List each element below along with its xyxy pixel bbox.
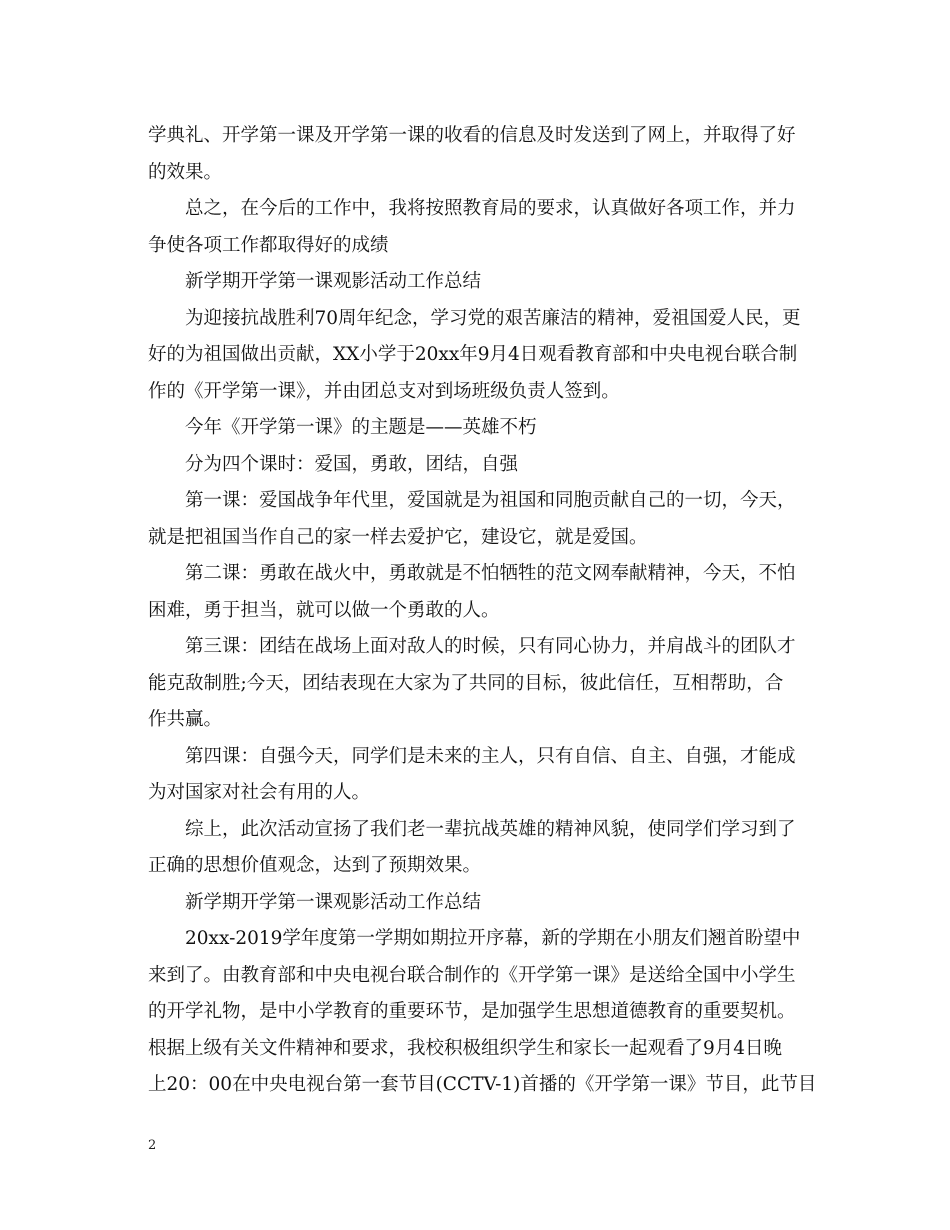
text-line: 新学期开学第一课观影活动工作总结 [185, 891, 482, 913]
text-line: 来到了。由教育部和中央电视台联合制作的《开学第一课》是送给全国中小学生 [148, 964, 796, 986]
text-line: 作共赢。 [148, 709, 223, 730]
text-line: 争使各项工作都取得好的成绩 [148, 234, 389, 256]
text-line: 20xx-2019学年度第一学期如期拉开序幕，新的学期在小朋友们翘首盼望中 [185, 928, 801, 949]
text-line: 作的《开学第一课》，并由团总支对到场班级负责人签到。 [148, 380, 620, 402]
text-line: 今年《开学第一课》的主题是——英雄不朽 [185, 417, 537, 438]
text-line: 正确的思想价值观念，达到了预期效果。 [148, 855, 482, 876]
text-line: 综上，此次活动宣扬了我们老一辈抗战英雄的精神风貌，使同学们学习到了 [185, 818, 796, 840]
text-line: 新学期开学第一课观影活动工作总结 [185, 271, 482, 292]
text-line: 为对国家对社会有用的人。 [148, 782, 371, 803]
text-line: 学典礼、开学第一课及开学第一课的收看的信息及时发送到了网上，并取得了好 [148, 125, 796, 146]
text-line: 的效果。 [148, 161, 223, 183]
text-line: 好的为祖国做出贡献，XX小学于20xx年9月4日观看教育部和中央电视台联合制 [148, 344, 798, 365]
page-number: 2 [148, 1138, 157, 1153]
text-line: 就是把祖国当作自己的家一样去爱护它，建设它，就是爱国。 [148, 526, 648, 548]
text-line: 分为四个课时：爱国，勇敢，团结，自强 [185, 453, 519, 475]
text-line: 的开学礼物，是中小学教育的重要环节，是加强学生思想道德教育的重要契机。 [148, 1001, 796, 1022]
text-line: 第四课：自强今天，同学们是未来的主人，只有自信、自主、自强，才能成 [185, 745, 796, 767]
text-line: 为迎接抗战胜利70周年纪念，学习党的艰苦廉洁的精神，爱祖国爱人民，更 [185, 307, 801, 329]
text-line: 上20：00在中央电视台第一套节目(CCTV-1)首播的《开学第一课》节目，此节目 [148, 1074, 817, 1095]
text-line: 总之，在今后的工作中，我将按照教育局的要求，认真做好各项工作，并力 [185, 198, 796, 219]
text-line: 根据上级有关文件精神和要求，我校积极组织学生和家长一起观看了9月4日晚 [148, 1037, 783, 1059]
text-line: 困难，勇于担当，就可以做一个勇敢的人。 [148, 599, 500, 621]
text-line: 第二课：勇敢在战火中，勇敢就是不怕牺牲的范文网奉献精神，今天，不怕 [185, 563, 796, 584]
text-line: 第三课：团结在战场上面对敌人的时候，只有同心协力，并肩战斗的团队才 [185, 636, 796, 657]
text-line: 能克敌制胜;今天，团结表现在大家为了共同的目标，彼此信任，互相帮助，合 [148, 672, 784, 694]
text-line: 第一课：爱国战争年代里，爱国就是为祖国和同胞贡献自己的一切，今天， [185, 490, 796, 511]
document-body [148, 118, 817, 1104]
